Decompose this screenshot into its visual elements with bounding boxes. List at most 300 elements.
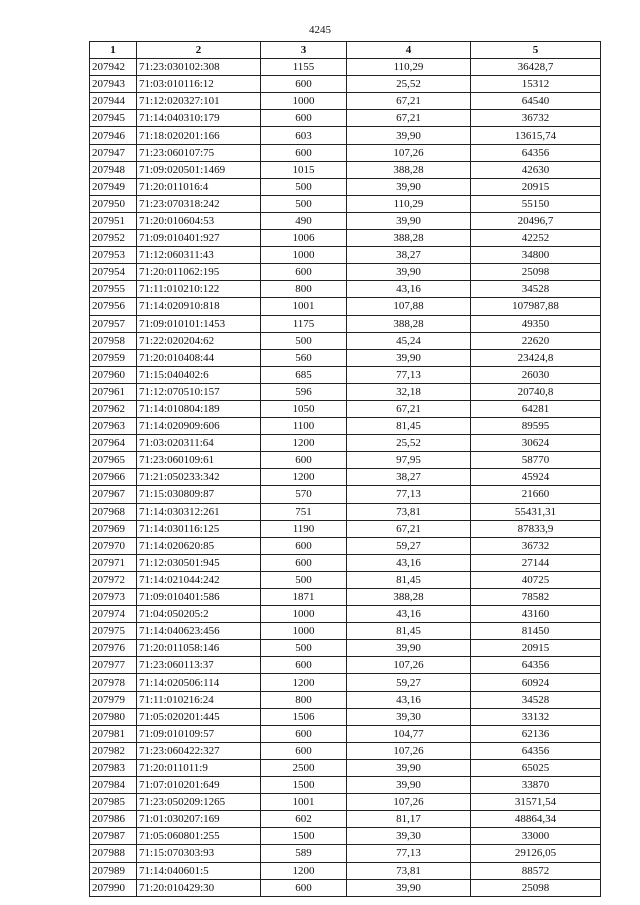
record-number-cell: 207954 (90, 264, 137, 281)
rate-cell: 39,90 (347, 879, 471, 896)
rate-cell: 388,28 (347, 230, 471, 247)
record-number-cell: 207958 (90, 332, 137, 349)
cadastral-number-cell: 71:20:011011:9 (137, 759, 261, 776)
area-cell: 1001 (261, 794, 347, 811)
cadastral-number-cell: 71:14:020910:818 (137, 298, 261, 315)
area-cell: 1500 (261, 777, 347, 794)
rate-cell: 39,90 (347, 349, 471, 366)
cadastral-number-cell: 71:14:010804:189 (137, 400, 261, 417)
rate-cell: 73,81 (347, 503, 471, 520)
table-row (90, 144, 601, 161)
value-cell: 87833,9 (471, 520, 601, 537)
area-cell: 1200 (261, 862, 347, 879)
cadastral-number-cell: 71:23:050209:1265 (137, 794, 261, 811)
cadastral-number-cell: 71:03:010116:12 (137, 76, 261, 93)
table-row (90, 640, 601, 657)
area-cell: 500 (261, 178, 347, 195)
cadastral-number-cell: 71:09:010401:586 (137, 589, 261, 606)
area-cell: 1001 (261, 298, 347, 315)
value-cell: 43160 (471, 606, 601, 623)
record-number-cell: 207970 (90, 537, 137, 554)
area-cell: 1006 (261, 230, 347, 247)
record-number-cell: 207976 (90, 640, 137, 657)
area-cell: 1155 (261, 59, 347, 76)
record-number-cell: 207947 (90, 144, 137, 161)
cadastral-number-cell: 71:12:020327:101 (137, 93, 261, 110)
record-number-cell: 207968 (90, 503, 137, 520)
cadastral-number-cell: 71:12:060311:43 (137, 247, 261, 264)
value-cell: 55431,31 (471, 503, 601, 520)
value-cell: 34528 (471, 281, 601, 298)
cadastral-number-cell: 71:14:040623:456 (137, 623, 261, 640)
area-cell: 600 (261, 725, 347, 742)
table-row (90, 383, 601, 400)
record-number-cell: 207943 (90, 76, 137, 93)
value-cell: 42252 (471, 230, 601, 247)
rate-cell: 32,18 (347, 383, 471, 400)
cadastral-number-cell: 71:23:030102:308 (137, 59, 261, 76)
record-number-cell: 207962 (90, 400, 137, 417)
table-body (90, 59, 601, 897)
cadastral-number-cell: 71:14:020909:606 (137, 418, 261, 435)
table-row (90, 195, 601, 212)
rate-cell: 73,81 (347, 862, 471, 879)
table-row (90, 59, 601, 76)
area-cell: 1000 (261, 623, 347, 640)
cadastral-number-cell: 71:09:010101:1453 (137, 315, 261, 332)
rate-cell: 25,52 (347, 435, 471, 452)
value-cell: 26030 (471, 366, 601, 383)
column-header-4: 4 (347, 42, 471, 59)
table-row (90, 349, 601, 366)
area-cell: 600 (261, 264, 347, 281)
record-number-cell: 207960 (90, 366, 137, 383)
area-cell: 560 (261, 349, 347, 366)
value-cell: 62136 (471, 725, 601, 742)
cadastral-number-cell: 71:14:021044:242 (137, 571, 261, 588)
cadastral-number-cell: 71:11:010210:122 (137, 281, 261, 298)
table-row (90, 469, 601, 486)
rate-cell: 45,24 (347, 332, 471, 349)
area-cell: 1000 (261, 606, 347, 623)
table-row (90, 264, 601, 281)
record-number-cell: 207988 (90, 845, 137, 862)
rate-cell: 388,28 (347, 161, 471, 178)
record-number-cell: 207949 (90, 178, 137, 195)
value-cell: 48864,34 (471, 811, 601, 828)
record-number-cell: 207986 (90, 811, 137, 828)
value-cell: 64356 (471, 144, 601, 161)
table-row (90, 759, 601, 776)
record-number-cell: 207979 (90, 691, 137, 708)
rate-cell: 81,45 (347, 623, 471, 640)
value-cell: 64281 (471, 400, 601, 417)
value-cell: 58770 (471, 452, 601, 469)
record-number-cell: 207966 (90, 469, 137, 486)
area-cell: 600 (261, 452, 347, 469)
record-number-cell: 207975 (90, 623, 137, 640)
record-number-cell: 207948 (90, 161, 137, 178)
record-number-cell: 207990 (90, 879, 137, 896)
cadastral-number-cell: 71:23:060107:75 (137, 144, 261, 161)
rate-cell: 107,26 (347, 144, 471, 161)
record-number-cell: 207981 (90, 725, 137, 742)
table-row (90, 247, 601, 264)
value-cell: 29126,05 (471, 845, 601, 862)
value-cell: 25098 (471, 264, 601, 281)
value-cell: 20496,7 (471, 212, 601, 229)
record-number-cell: 207980 (90, 708, 137, 725)
area-cell: 800 (261, 281, 347, 298)
rate-cell: 107,26 (347, 657, 471, 674)
table-row (90, 879, 601, 896)
cadastral-number-cell: 71:09:010401:927 (137, 230, 261, 247)
rate-cell: 59,27 (347, 537, 471, 554)
table-row (90, 777, 601, 794)
area-cell: 600 (261, 879, 347, 896)
value-cell: 88572 (471, 862, 601, 879)
cadastral-number-cell: 71:14:040310:179 (137, 110, 261, 127)
table-row (90, 828, 601, 845)
area-cell: 1190 (261, 520, 347, 537)
area-cell: 600 (261, 554, 347, 571)
area-cell: 600 (261, 657, 347, 674)
column-header-3: 3 (261, 42, 347, 59)
record-number-cell: 207989 (90, 862, 137, 879)
record-number-cell: 207985 (90, 794, 137, 811)
cadastral-number-cell: 71:14:030312:261 (137, 503, 261, 520)
rate-cell: 110,29 (347, 59, 471, 76)
rate-cell: 67,21 (347, 400, 471, 417)
rate-cell: 81,45 (347, 418, 471, 435)
rate-cell: 104,77 (347, 725, 471, 742)
rate-cell: 81,45 (347, 571, 471, 588)
cadastral-number-cell: 71:20:010408:44 (137, 349, 261, 366)
area-cell: 1050 (261, 400, 347, 417)
table-row (90, 708, 601, 725)
table-row (90, 452, 601, 469)
area-cell: 800 (261, 691, 347, 708)
value-cell: 36732 (471, 537, 601, 554)
rate-cell: 107,88 (347, 298, 471, 315)
area-cell: 589 (261, 845, 347, 862)
rate-cell: 38,27 (347, 469, 471, 486)
cadastral-number-cell: 71:15:040402:6 (137, 366, 261, 383)
table-row (90, 674, 601, 691)
value-cell: 65025 (471, 759, 601, 776)
record-number-cell: 207950 (90, 195, 137, 212)
area-cell: 490 (261, 212, 347, 229)
record-number-cell: 207972 (90, 571, 137, 588)
rate-cell: 77,13 (347, 845, 471, 862)
area-cell: 1000 (261, 247, 347, 264)
area-cell: 602 (261, 811, 347, 828)
record-number-cell: 207963 (90, 418, 137, 435)
area-cell: 1200 (261, 674, 347, 691)
value-cell: 55150 (471, 195, 601, 212)
value-cell: 36428,7 (471, 59, 601, 76)
cadastral-number-cell: 71:20:011058:146 (137, 640, 261, 657)
value-cell: 21660 (471, 486, 601, 503)
cadastral-number-cell: 71:05:020201:445 (137, 708, 261, 725)
value-cell: 22620 (471, 332, 601, 349)
table-row (90, 503, 601, 520)
value-cell: 49350 (471, 315, 601, 332)
table-row (90, 571, 601, 588)
record-number-cell: 207959 (90, 349, 137, 366)
rate-cell: 67,21 (347, 93, 471, 110)
cadastral-number-cell: 71:14:030116:125 (137, 520, 261, 537)
cadastral-number-cell: 71:12:030501:945 (137, 554, 261, 571)
table-row (90, 400, 601, 417)
area-cell: 1506 (261, 708, 347, 725)
cadastral-number-cell: 71:23:060113:37 (137, 657, 261, 674)
cadastral-number-cell: 71:23:060422:327 (137, 742, 261, 759)
rate-cell: 39,30 (347, 708, 471, 725)
area-cell: 1200 (261, 435, 347, 452)
cadastral-number-cell: 71:23:070318:242 (137, 195, 261, 212)
table-row (90, 93, 601, 110)
table-row (90, 281, 601, 298)
table-row (90, 366, 601, 383)
area-cell: 1015 (261, 161, 347, 178)
rate-cell: 25,52 (347, 76, 471, 93)
area-cell: 751 (261, 503, 347, 520)
value-cell: 13615,74 (471, 127, 601, 144)
cadastral-number-cell: 71:20:011062:195 (137, 264, 261, 281)
table-row (90, 554, 601, 571)
table-row (90, 794, 601, 811)
area-cell: 596 (261, 383, 347, 400)
cadastral-number-cell: 71:18:020201:166 (137, 127, 261, 144)
value-cell: 15312 (471, 76, 601, 93)
table-row (90, 589, 601, 606)
table-row (90, 742, 601, 759)
record-number-cell: 207953 (90, 247, 137, 264)
record-number-cell: 207971 (90, 554, 137, 571)
cadastral-number-cell: 71:20:010429:30 (137, 879, 261, 896)
record-number-cell: 207961 (90, 383, 137, 400)
cadastral-number-cell: 71:03:020311:64 (137, 435, 261, 452)
value-cell: 33870 (471, 777, 601, 794)
cadastral-number-cell: 71:05:060801:255 (137, 828, 261, 845)
record-number-cell: 207978 (90, 674, 137, 691)
area-cell: 600 (261, 537, 347, 554)
record-number-cell: 207952 (90, 230, 137, 247)
column-header-1: 1 (90, 42, 137, 59)
table-row (90, 230, 601, 247)
record-number-cell: 207951 (90, 212, 137, 229)
area-cell: 500 (261, 571, 347, 588)
value-cell: 20740,8 (471, 383, 601, 400)
value-cell: 78582 (471, 589, 601, 606)
value-cell: 42630 (471, 161, 601, 178)
record-number-cell: 207969 (90, 520, 137, 537)
rate-cell: 110,29 (347, 195, 471, 212)
value-cell: 33000 (471, 828, 601, 845)
record-number-cell: 207955 (90, 281, 137, 298)
rate-cell: 77,13 (347, 486, 471, 503)
area-cell: 600 (261, 110, 347, 127)
table-row (90, 315, 601, 332)
data-table (89, 41, 601, 897)
rate-cell: 388,28 (347, 315, 471, 332)
page-number: 4245 (309, 24, 331, 36)
area-cell: 1175 (261, 315, 347, 332)
rate-cell: 107,26 (347, 742, 471, 759)
record-number-cell: 207973 (90, 589, 137, 606)
rate-cell: 39,90 (347, 640, 471, 657)
cadastral-number-cell: 71:07:010201:649 (137, 777, 261, 794)
rate-cell: 77,13 (347, 366, 471, 383)
table-row (90, 418, 601, 435)
table-row (90, 212, 601, 229)
cadastral-number-cell: 71:09:010109:57 (137, 725, 261, 742)
cadastral-number-cell: 71:20:010604:53 (137, 212, 261, 229)
value-cell: 64356 (471, 657, 601, 674)
table-row (90, 332, 601, 349)
rate-cell: 43,16 (347, 281, 471, 298)
column-header-5: 5 (471, 42, 601, 59)
rate-cell: 67,21 (347, 520, 471, 537)
value-cell: 81450 (471, 623, 601, 640)
table-row (90, 606, 601, 623)
value-cell: 31571,54 (471, 794, 601, 811)
record-number-cell: 207942 (90, 59, 137, 76)
rate-cell: 81,17 (347, 811, 471, 828)
area-cell: 600 (261, 144, 347, 161)
table-row (90, 178, 601, 195)
cadastral-number-cell: 71:14:020506:114 (137, 674, 261, 691)
value-cell: 64540 (471, 93, 601, 110)
rate-cell: 97,95 (347, 452, 471, 469)
table-row (90, 520, 601, 537)
rate-cell: 39,30 (347, 828, 471, 845)
area-cell: 600 (261, 742, 347, 759)
area-cell: 1000 (261, 93, 347, 110)
area-cell: 1871 (261, 589, 347, 606)
rate-cell: 59,27 (347, 674, 471, 691)
cadastral-number-cell: 71:09:020501:1469 (137, 161, 261, 178)
cadastral-number-cell: 71:01:030207:169 (137, 811, 261, 828)
rate-cell: 38,27 (347, 247, 471, 264)
value-cell: 64356 (471, 742, 601, 759)
cadastral-number-cell: 71:12:070510:157 (137, 383, 261, 400)
area-cell: 570 (261, 486, 347, 503)
table-row (90, 435, 601, 452)
rate-cell: 43,16 (347, 606, 471, 623)
cadastral-number-cell: 71:22:020204:62 (137, 332, 261, 349)
value-cell: 36732 (471, 110, 601, 127)
rate-cell: 39,90 (347, 178, 471, 195)
record-number-cell: 207945 (90, 110, 137, 127)
area-cell: 1100 (261, 418, 347, 435)
cadastral-number-cell: 71:14:040601:5 (137, 862, 261, 879)
area-cell: 500 (261, 195, 347, 212)
table-row (90, 486, 601, 503)
cadastral-number-cell: 71:04:050205:2 (137, 606, 261, 623)
table-row (90, 623, 601, 640)
record-number-cell: 207977 (90, 657, 137, 674)
value-cell: 34800 (471, 247, 601, 264)
cadastral-number-cell: 71:23:060109:61 (137, 452, 261, 469)
record-number-cell: 207946 (90, 127, 137, 144)
rate-cell: 39,90 (347, 127, 471, 144)
record-number-cell: 207983 (90, 759, 137, 776)
value-cell: 107987,88 (471, 298, 601, 315)
value-cell: 20915 (471, 178, 601, 195)
table-row (90, 298, 601, 315)
table-row (90, 127, 601, 144)
area-cell: 600 (261, 76, 347, 93)
value-cell: 89595 (471, 418, 601, 435)
area-cell: 603 (261, 127, 347, 144)
value-cell: 60924 (471, 674, 601, 691)
rate-cell: 39,90 (347, 264, 471, 281)
record-number-cell: 207956 (90, 298, 137, 315)
record-number-cell: 207964 (90, 435, 137, 452)
value-cell: 20915 (471, 640, 601, 657)
record-number-cell: 207957 (90, 315, 137, 332)
value-cell: 33132 (471, 708, 601, 725)
cadastral-number-cell: 71:15:030809:87 (137, 486, 261, 503)
cadastral-number-cell: 71:14:020620:85 (137, 537, 261, 554)
area-cell: 1500 (261, 828, 347, 845)
column-header-2: 2 (137, 42, 261, 59)
rate-cell: 39,90 (347, 777, 471, 794)
table-row (90, 725, 601, 742)
value-cell: 45924 (471, 469, 601, 486)
table-row (90, 811, 601, 828)
record-number-cell: 207944 (90, 93, 137, 110)
rate-cell: 43,16 (347, 691, 471, 708)
value-cell: 30624 (471, 435, 601, 452)
rate-cell: 43,16 (347, 554, 471, 571)
rate-cell: 107,26 (347, 794, 471, 811)
record-number-cell: 207982 (90, 742, 137, 759)
rate-cell: 388,28 (347, 589, 471, 606)
area-cell: 685 (261, 366, 347, 383)
table-row (90, 76, 601, 93)
record-number-cell: 207967 (90, 486, 137, 503)
record-number-cell: 207984 (90, 777, 137, 794)
rate-cell: 39,90 (347, 212, 471, 229)
area-cell: 500 (261, 332, 347, 349)
cadastral-number-cell: 71:21:050233:342 (137, 469, 261, 486)
cadastral-number-cell: 71:20:011016:4 (137, 178, 261, 195)
cadastral-number-cell: 71:11:010216:24 (137, 691, 261, 708)
table-row (90, 691, 601, 708)
header-row (90, 42, 601, 59)
value-cell: 27144 (471, 554, 601, 571)
record-number-cell: 207987 (90, 828, 137, 845)
table-row (90, 862, 601, 879)
table-row (90, 657, 601, 674)
value-cell: 23424,8 (471, 349, 601, 366)
area-cell: 1200 (261, 469, 347, 486)
record-number-cell: 207965 (90, 452, 137, 469)
table-row (90, 161, 601, 178)
area-cell: 500 (261, 640, 347, 657)
value-cell: 34528 (471, 691, 601, 708)
value-cell: 25098 (471, 879, 601, 896)
table-row (90, 845, 601, 862)
value-cell: 40725 (471, 571, 601, 588)
table-row (90, 537, 601, 554)
cadastral-number-cell: 71:15:070303:93 (137, 845, 261, 862)
table-row (90, 110, 601, 127)
rate-cell: 39,90 (347, 759, 471, 776)
